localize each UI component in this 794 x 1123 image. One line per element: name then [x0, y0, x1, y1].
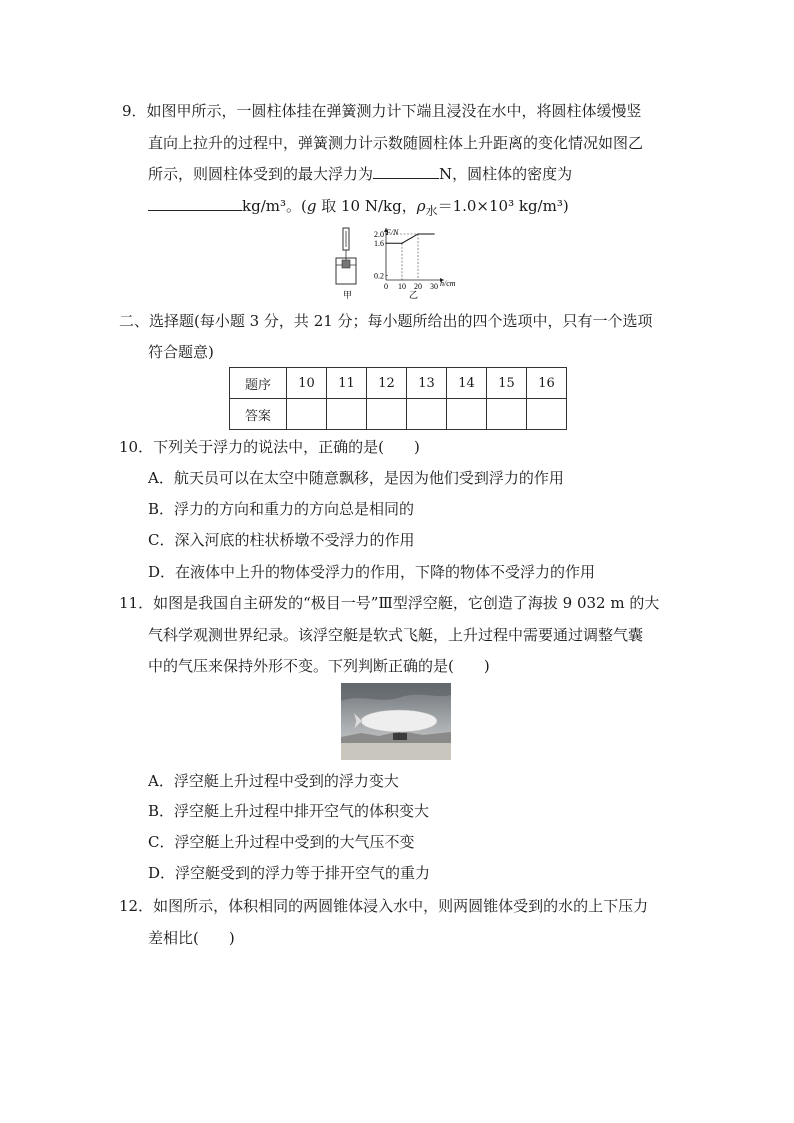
q10-option-b: B．浮力的方向和重力的方向总是相同的 — [148, 500, 415, 518]
answer-table-number: 15 — [487, 368, 527, 399]
q9-g-value: 取 10 N/kg， — [316, 197, 417, 215]
q10-option-c: C．深入河底的柱状桥墩不受浮力的作用 — [148, 531, 415, 549]
answer-cell-12[interactable] — [367, 399, 407, 430]
q11-line-1: 11．如图是我国自主研发的“极目一号”Ⅲ型浮空艇，它创造了海拔 9 032 m 的大 — [119, 594, 660, 612]
graph-x-axis-label: h/cm — [440, 279, 456, 288]
graph-y-tick-label: 1.6 — [374, 239, 384, 249]
q9-line-3-text: 所示，则圆柱体受到的最大浮力为 — [148, 165, 374, 183]
answer-cell-13[interactable] — [407, 399, 447, 430]
answer-cell-15[interactable] — [487, 399, 527, 430]
section2-heading-line-1: 二、选择题(每小题 3 分，共 21 分；每小题所给出的四个选项中，只有一个选项 — [119, 312, 653, 330]
answer-cell-16[interactable] — [527, 399, 567, 430]
answer-table-number: 10 — [287, 368, 327, 399]
q9-line-1: 9．如图甲所示，一圆柱体挂在弹簧测力计下端且浸没在水中，将圆柱体缓慢竖 — [122, 102, 642, 120]
graph-x-tick-label: 20 — [414, 282, 422, 291]
answer-table-number: 11 — [327, 368, 367, 399]
q10-option-a: A．航天员可以在太空中随意飘移，是因为他们受到浮力的作用 — [148, 469, 564, 487]
q9-rho-symbol: ρ — [416, 197, 426, 215]
section2-heading-line-2: 符合题意) — [148, 343, 214, 361]
airship-icon — [361, 710, 437, 732]
graph-data-point — [401, 243, 402, 244]
q11-option-b: B．浮空艇上升过程中排开空气的体积变大 — [148, 802, 430, 820]
q9-rho-sub: 水 — [425, 204, 438, 218]
answer-cell-10[interactable] — [287, 399, 327, 430]
graph-data-point — [433, 233, 434, 234]
figure-yi-graph — [366, 226, 461, 300]
airship-photo — [341, 683, 451, 760]
answer-table-number: 13 — [407, 368, 447, 399]
figure-jia-label: 甲 — [343, 290, 353, 300]
answer-table — [229, 367, 567, 430]
answer-blank-density[interactable] — [148, 196, 242, 211]
graph-data-point — [385, 243, 386, 244]
q11-line-3: 中的气压来保持外形不变。下列判断正确的是( ) — [148, 657, 490, 675]
answer-table-header-label: 题序 — [230, 368, 287, 399]
answer-cell-11[interactable] — [327, 399, 367, 430]
q11-option-d: D．浮空艇受到的浮力等于排开空气的重力 — [148, 864, 431, 882]
q11-option-c: C．浮空艇上升过程中受到的大气压不变 — [148, 833, 415, 851]
answer-table-header-row — [230, 368, 567, 399]
cylinder-icon — [342, 260, 350, 268]
q12-line-1: 12．如图所示，体积相同的两圆锥体浸入水中，则两圆锥体受到的水的上下压力 — [119, 897, 649, 915]
q9-rho-value: ＝1.0×10³ kg/m³) — [437, 197, 569, 215]
q10-stem: 10．下列关于浮力的说法中，正确的是( ) — [119, 438, 420, 456]
answer-table-number: 16 — [527, 368, 567, 399]
figure-jia — [333, 226, 363, 300]
q9-line-4 — [148, 196, 569, 221]
graph-x-tick-label: 10 — [398, 282, 406, 291]
answer-table-number: 12 — [367, 368, 407, 399]
q9-line-2: 直向上拉升的过程中，弹簧测力计示数随圆柱体上升距离的变化情况如图乙 — [148, 134, 644, 152]
q9-line-3-tail: N，圆柱体的密度为 — [439, 165, 573, 183]
q9-g-symbol: g — [306, 197, 317, 215]
graph-y-axis-label: F/N — [386, 228, 399, 237]
q10-option-d: D．在液体中上升的物体受浮力的作用，下降的物体不受浮力的作用 — [148, 563, 596, 581]
graph-data-point — [417, 233, 418, 234]
answer-table-number: 14 — [447, 368, 487, 399]
answer-table-answer-row — [230, 399, 567, 430]
answer-cell-14[interactable] — [447, 399, 487, 430]
q9-unit: kg/m³。( — [242, 197, 307, 215]
answer-blank-buoyancy[interactable] — [373, 164, 439, 179]
graph-x-tick-label: 0 — [384, 282, 388, 291]
q11-line-2: 气科学观测世界纪录。该浮空艇是软式飞艇，上升过程中需要通过调整气囊 — [148, 626, 644, 644]
graph-y-tick-label: 0.2 — [374, 271, 384, 281]
q9-line-3 — [148, 164, 572, 184]
q11-option-a: A．浮空艇上升过程中受到的浮力变大 — [148, 772, 399, 790]
q12-line-2: 差相比( ) — [148, 929, 235, 947]
graph-y-tick-label: 2.0 — [374, 230, 384, 239]
figure-yi-label: 乙 — [409, 290, 419, 300]
graph-x-tick-label: 30 — [430, 282, 438, 291]
answer-table-answer-label: 答案 — [230, 399, 287, 430]
